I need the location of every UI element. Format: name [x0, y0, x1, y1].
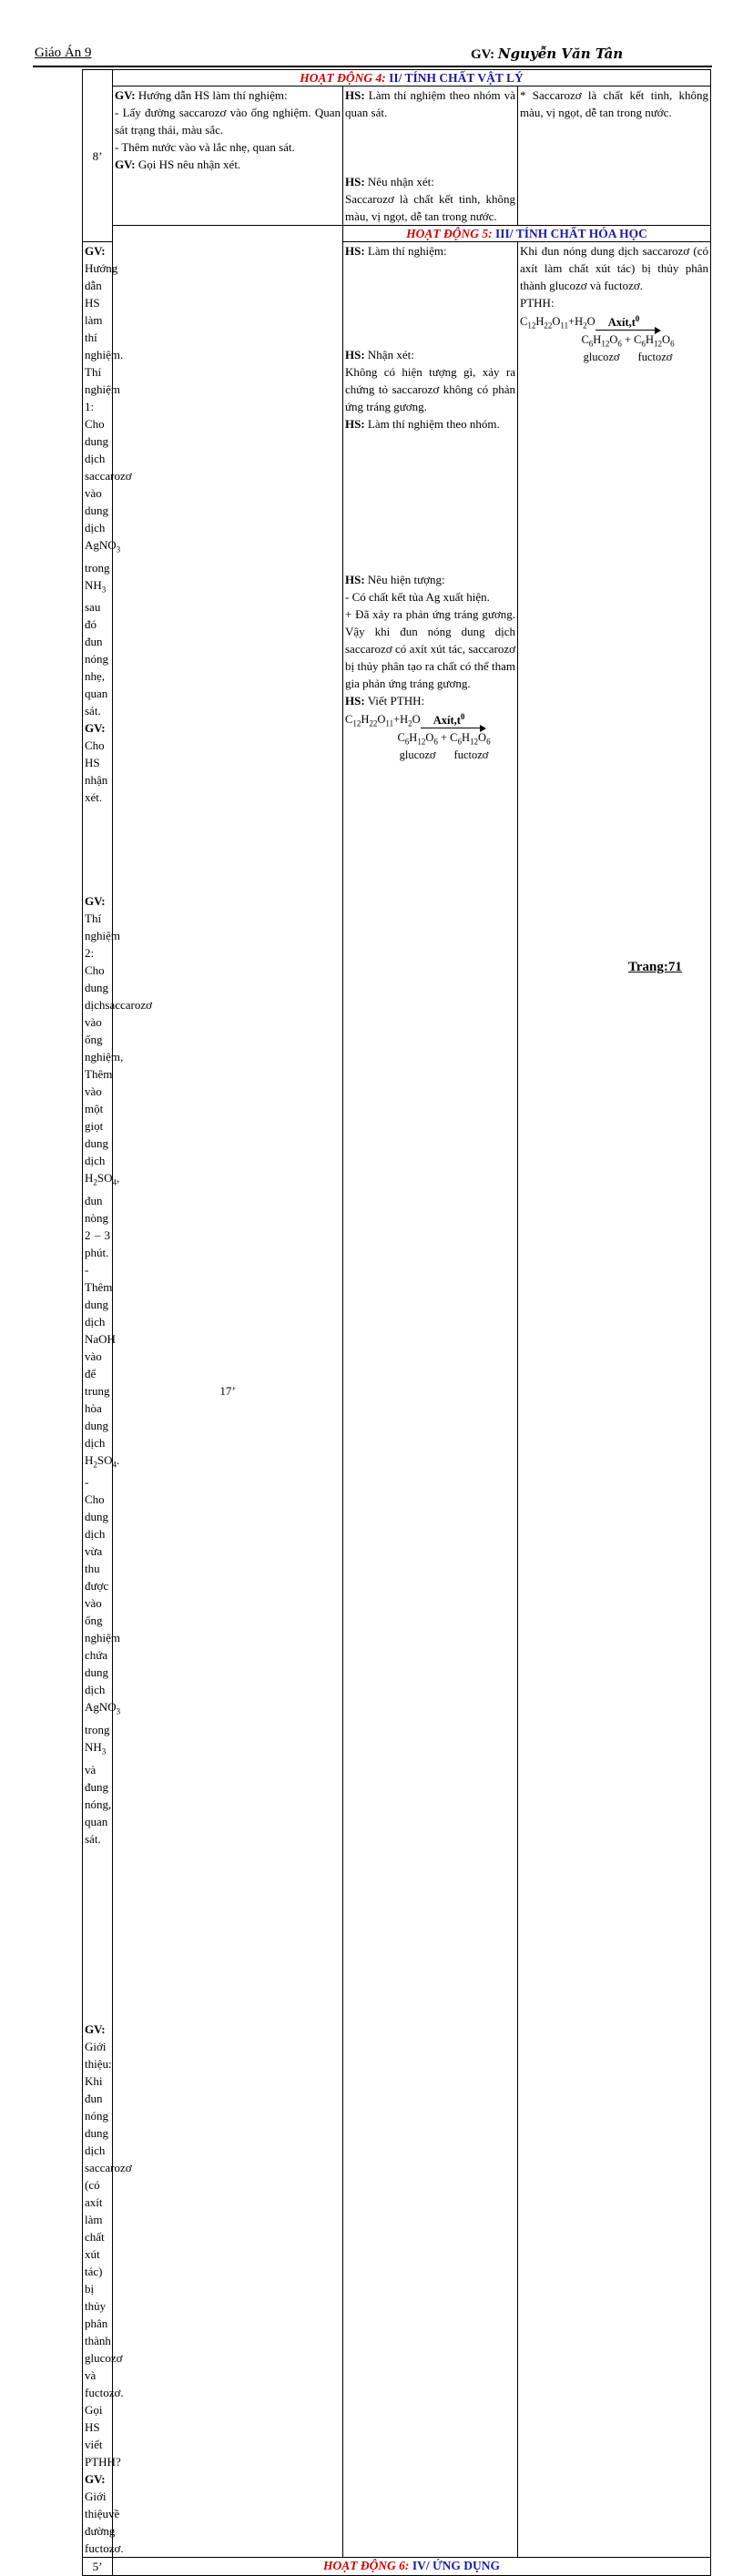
teacher-label: GV:: [471, 47, 495, 62]
hd5-gv2: [85, 719, 110, 806]
hd5-gv2-text: Cho HS nhận xét.: [85, 738, 108, 805]
activity-5-title: [343, 226, 711, 242]
hd5-gv1-exp: Thí nghiệm 1: Cho dung dịch saccarozơ vào dung dịch AgNO$_3$ trong $NH_3$ sau đó đun nóng nhẹ, quan sát.: [85, 365, 132, 718]
hs-label: HS:: [345, 694, 365, 708]
hd5-gv1: [85, 242, 124, 363]
hd5-gv1-text: Hướng dẫn HS làm thí nghiệm.: [85, 261, 124, 361]
hd5-teacher-cell: [83, 242, 152, 2558]
gv-label: GV:: [85, 721, 106, 736]
hd5-hs4-text: Nêu hiện tượng:: [367, 573, 445, 586]
page-number: Trang:71: [628, 960, 682, 974]
hd4-gv2-text: Gọi HS nêu nhận xét.: [137, 158, 241, 171]
hd5-note: Khi đun nóng dung dịch saccarozơ (có axít làm chất xút tác) bị thủy phân thành glucozơ và fuctozơ.: [520, 244, 709, 292]
hd5-hs2-detail: Không có hiện tượng gì, xảy ra chứng tỏ saccarozơ không có phản ứng tráng gương.: [345, 365, 515, 413]
hd5-hs4: [345, 571, 515, 588]
reaction-arrow-icon: $Axít,t^0$: [595, 321, 661, 333]
teacher-name: [471, 46, 623, 63]
gv-label: GV:: [115, 88, 136, 102]
activity-4-title: [113, 70, 711, 87]
hd5-hs3-text: Làm thí nghiệm theo nhóm.: [367, 417, 500, 431]
equation-note: $C_{12}H_{22}O_{11}+H_2O$ $Axít,t^0$ $C_6H_{12}O_6 + C_6H_{12}O_6$ glucozơ fuctozơ: [520, 313, 675, 363]
hd4-hs2: [345, 173, 515, 190]
hd4-teacher-cell: [113, 87, 343, 226]
hs-label: HS:: [345, 417, 365, 431]
hd5-hs2: [345, 346, 515, 363]
hd4-gv1-b2: - Thêm nước vào và lắc nhẹ, quan sát.: [115, 140, 295, 154]
hs-label: HS:: [345, 573, 365, 586]
time-cell-hd5: 17’: [113, 226, 343, 2558]
equation-student: $C_{12}H_{22}O_{11}+H_2O$ $Axít,t^0$ $C_6H_{12}O_6 + C_6H_{12}O_6$ glucozơ fuctozơ: [345, 711, 491, 761]
hs-label: HS:: [345, 244, 365, 258]
time-cell-hd4: 8’: [83, 70, 113, 242]
hd5-gv4: [85, 2021, 132, 2470]
hd5-hs4-b1: - Có chất kết tủa Ag xuất hiện.: [345, 590, 490, 604]
hd4-gv1-b1: - Lấy đường saccarozơ vào ống nghiệm. Quan sát trạng thái, màu sắc.: [115, 106, 341, 137]
hd4-hs2-text: Nêu nhận xét:: [367, 175, 434, 188]
hs-label: HS:: [345, 88, 365, 102]
hd4-hs1: [345, 87, 515, 121]
activity-6-label: HOẠT ĐỘNG 6:: [322, 2558, 410, 2572]
activity-4-label: HOẠT ĐỘNG 4:: [300, 71, 386, 85]
gv-label: GV:: [85, 2021, 106, 2036]
activity-6-topic: IV/ ỨNG DỤNG: [412, 2558, 501, 2572]
activity-4-topic: II/ TÍNH CHẤT VẬT LÝ: [389, 71, 524, 85]
hd5-gv3: GV: Thí nghiệm 2: Cho dung dịchsaccarozơ vào ống nghiệm, Thêm vào một giọt dung dịch $H_2SO_4$, đun nòng 2 – 3 phút.: [85, 894, 152, 1259]
hd5-hs1-text: Làm thí nghiệm:: [367, 244, 447, 258]
activity-4-row: [83, 87, 711, 226]
hd5-gv5-text: Giới thiệuvề đường fuctozơ.: [85, 2489, 124, 2555]
hd5-note-pthh: PTHH:: [520, 296, 555, 310]
hd5-note-cell: [518, 242, 711, 2558]
hd4-note-cell: [518, 87, 711, 226]
reaction-arrow-icon: $Axít,t^0$: [421, 718, 486, 731]
hd4-gv1-text: Hướng dẫn HS làm thí nghiệm:: [137, 88, 288, 102]
hd4-hs1-text: Làm thí nghiệm theo nhóm và quan sát.: [345, 88, 515, 119]
activity-5-header-row: [83, 226, 711, 242]
activity-6-title: [113, 2557, 711, 2575]
hd5-hs4-b2: + Đã xảy ra phản ứng tráng gương. Vậy khi đun nóng dung dịch saccarozơ có axít xút tác, saccarozơ bị thủy phân tạo ra chất có thể tham gia phản ứng tráng gương.: [345, 607, 515, 690]
hd5-hs5: [345, 692, 515, 709]
hd5-hs2-text: Nhận xét:: [367, 348, 414, 361]
hd4-student-cell: [343, 87, 518, 226]
time-cell-hd6: 5’: [83, 2557, 113, 2575]
gv-label: GV:: [115, 158, 136, 171]
activity-4-header-row: [83, 70, 711, 87]
activity-6-header-row: [83, 2557, 711, 2575]
hd5-hs3: [345, 415, 515, 433]
hs-label: HS:: [345, 175, 365, 188]
activity-5-topic: III/ TÍNH CHẤT HÓA HỌC: [495, 227, 647, 240]
lesson-table: [82, 69, 711, 2576]
hd5-hs1: [345, 242, 515, 260]
hd4-gv1: [115, 87, 341, 104]
hd4-hs2-detail: Saccarozơ là chất kết tinh, không màu, vị ngọt, dễ tan trong nước.: [345, 192, 515, 223]
hd5-hs5-text: Viết PTHH:: [367, 694, 425, 708]
header-rule: [33, 66, 712, 67]
gv-label: GV:: [85, 894, 106, 909]
hd5-gv4-text: Giới thiệu: Khi đun nóng dung dịch saccarozơ (có axít làm chất xút tác) bị thủy phân thành glucozơ và fuctozơ. Gọi HS viết PTHH?: [85, 2039, 132, 2469]
gv-label: GV:: [85, 244, 106, 258]
hd5-gv3-b2: - Cho dung dịch vừa thu được vào ống nghiệm chứa dung dịch AgNO$_3$ trong $NH_3$ và đung nóng, quan sát.: [85, 1475, 121, 1846]
gv-label: GV:: [85, 2471, 106, 2486]
activity-5-label: HOẠT ĐỘNG 5:: [406, 227, 493, 240]
teacher-name-text: Nguyễn Văn Tân: [497, 46, 624, 62]
hd4-gv2: [115, 156, 341, 173]
hd4-note: * Saccarozơ là chất kết tinh, không màu, vị ngọt, dễ tan trong nước.: [520, 88, 709, 119]
hs-label: HS:: [345, 348, 365, 361]
doc-title: Giáo Án 9: [35, 46, 92, 60]
hd5-student-cell: [343, 242, 518, 2558]
hd5-gv3-b1: - Thêm dung dịch NaOH vào để trung hòa dung dịch $H_2SO_4$.: [85, 1262, 120, 1470]
hd5-gv5: [85, 2470, 124, 2557]
